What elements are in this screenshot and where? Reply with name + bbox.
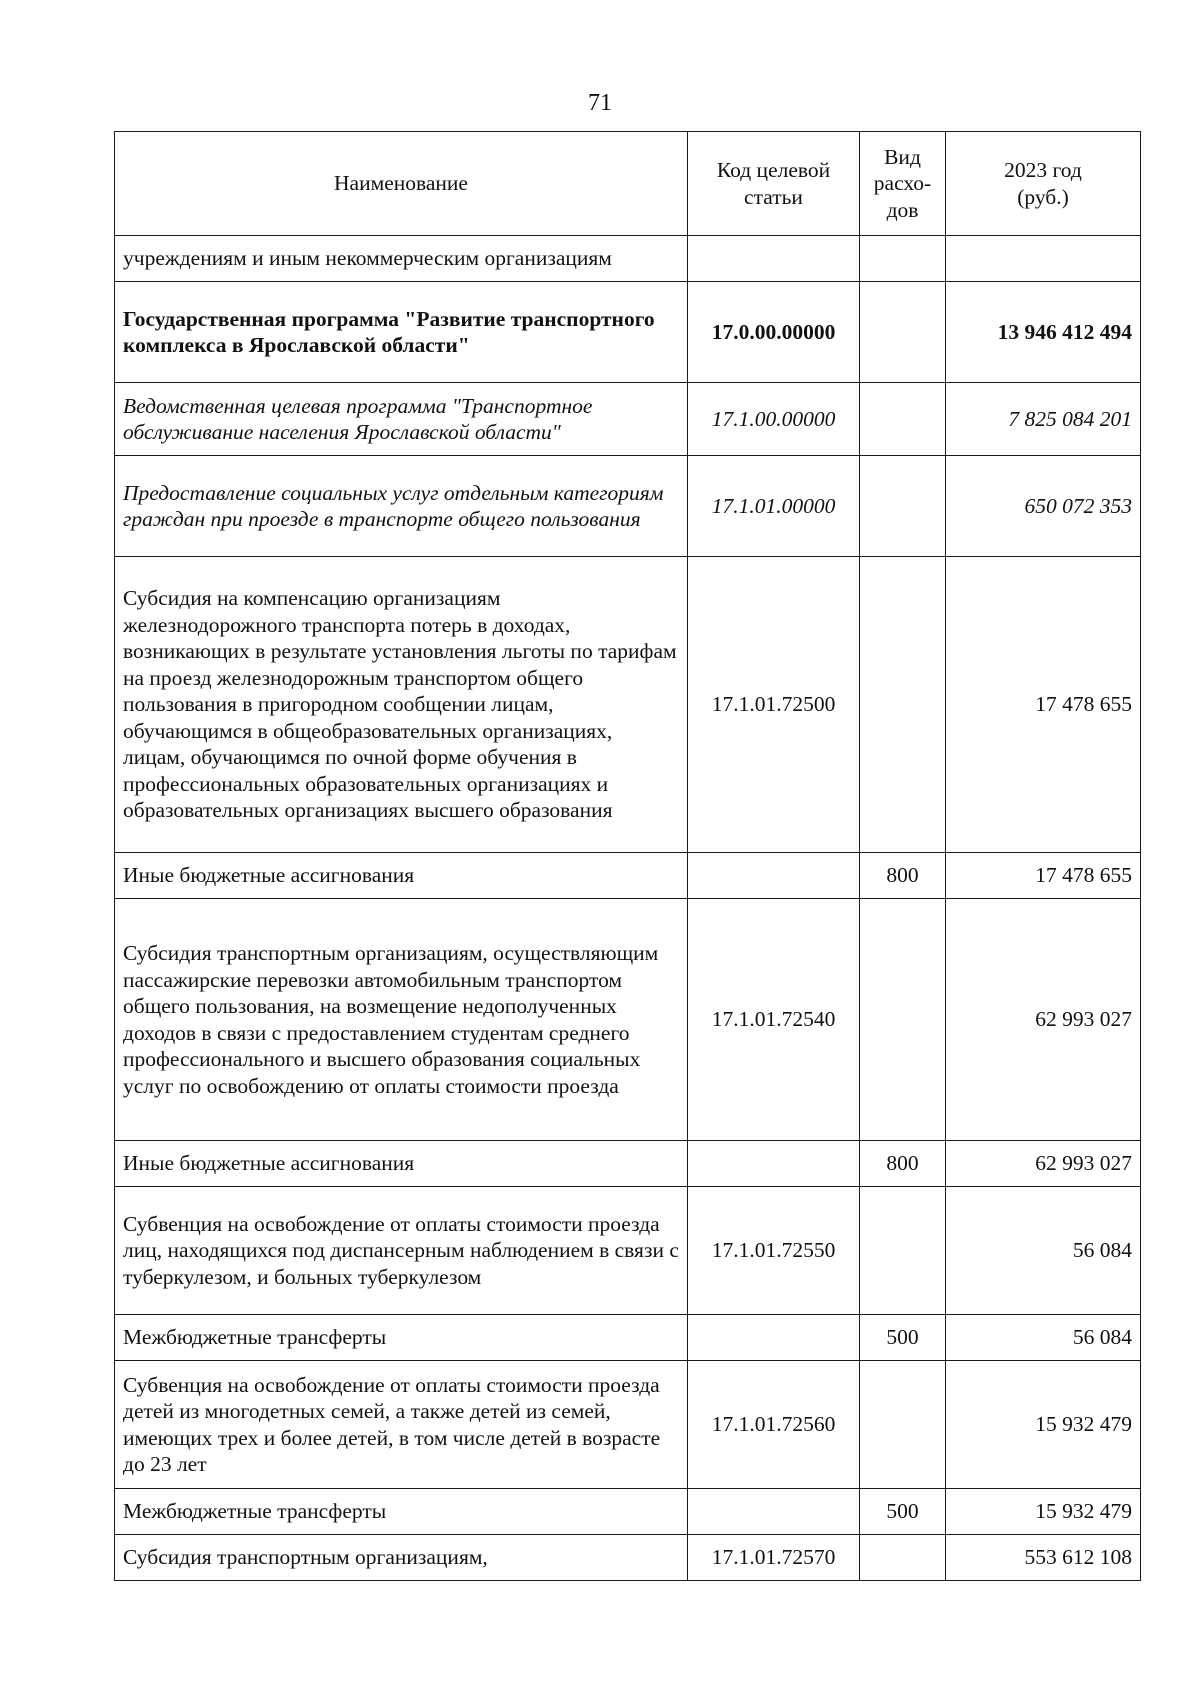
cell-type — [860, 1361, 946, 1489]
header-sum — [946, 132, 1141, 236]
cell-code: 17.1.01.72570 — [688, 1535, 860, 1581]
table-row — [115, 1361, 1141, 1489]
cell-type — [860, 899, 946, 1141]
cell-type: 500 — [860, 1489, 946, 1535]
cell-type — [860, 236, 946, 282]
cell-sum: 15 932 479 — [946, 1361, 1141, 1489]
cell-code — [688, 853, 860, 899]
cell-code: 17.1.01.72560 — [688, 1361, 860, 1489]
cell-name: Государственная программа "Развитие транспортного комплекса в Ярославской области" — [115, 282, 688, 383]
cell-type: 500 — [860, 1315, 946, 1361]
budget-table — [114, 131, 1141, 1581]
cell-sum: 13 946 412 494 — [946, 282, 1141, 383]
cell-name: Иные бюджетные ассигнования — [115, 853, 688, 899]
cell-type — [860, 456, 946, 557]
cell-name: Предоставление социальных услуг отдельным категориям граждан при проезде в транспорте общего пользования — [115, 456, 688, 557]
page-number: 71 — [588, 90, 612, 116]
cell-sum: 17 478 655 — [946, 557, 1141, 853]
cell-type — [860, 1535, 946, 1581]
table-body — [115, 236, 1141, 1581]
cell-code — [688, 1141, 860, 1187]
cell-sum: 17 478 655 — [946, 853, 1141, 899]
cell-code — [688, 1489, 860, 1535]
cell-type — [860, 282, 946, 383]
cell-type — [860, 557, 946, 853]
cell-sum: 650 072 353 — [946, 456, 1141, 557]
cell-name: Межбюджетные трансферты — [115, 1315, 688, 1361]
cell-type: 800 — [860, 853, 946, 899]
table-row — [115, 383, 1141, 456]
cell-sum: 56 084 — [946, 1315, 1141, 1361]
table-row — [115, 282, 1141, 383]
cell-sum: 553 612 108 — [946, 1535, 1141, 1581]
cell-sum: 7 825 084 201 — [946, 383, 1141, 456]
table-row — [115, 1187, 1141, 1315]
header-sum-unit: (руб.) — [1017, 184, 1069, 209]
cell-sum: 56 084 — [946, 1187, 1141, 1315]
cell-type — [860, 1187, 946, 1315]
table-row — [115, 557, 1141, 853]
cell-sum: 62 993 027 — [946, 1141, 1141, 1187]
cell-name: Иные бюджетные ассигнования — [115, 1141, 688, 1187]
cell-code — [688, 1315, 860, 1361]
cell-code: 17.1.00.00000 — [688, 383, 860, 456]
table-row — [115, 1315, 1141, 1361]
cell-name: Субвенция на освобождение от оплаты стоимости проезда лиц, находящихся под диспансерным наблюдением в связи с туберкулезом, и больных туберкулезом — [115, 1187, 688, 1315]
cell-name: Ведомственная целевая программа "Транспортное обслуживание населения Ярославской области" — [115, 383, 688, 456]
header-code: Код целевой статьи — [688, 132, 860, 236]
cell-code: 17.1.01.72540 — [688, 899, 860, 1141]
cell-name: Субсидия транспортным организациям, — [115, 1535, 688, 1581]
table-row — [115, 1535, 1141, 1581]
table-row — [115, 1141, 1141, 1187]
cell-type: 800 — [860, 1141, 946, 1187]
header-sum-year: 2023 год — [1004, 158, 1082, 182]
cell-code — [688, 236, 860, 282]
cell-type — [860, 383, 946, 456]
cell-code: 17.1.01.72500 — [688, 557, 860, 853]
table-row — [115, 1489, 1141, 1535]
cell-name: Субвенция на освобождение от оплаты стоимости проезда детей из многодетных семей, а также детей из семей, имеющих трех и более детей, в том числе детей в возрасте до 23 лет — [115, 1361, 688, 1489]
cell-name: Межбюджетные трансферты — [115, 1489, 688, 1535]
table-header — [115, 132, 1141, 236]
table-row — [115, 456, 1141, 557]
table-row — [115, 899, 1141, 1141]
cell-sum — [946, 236, 1141, 282]
cell-code: 17.1.01.72550 — [688, 1187, 860, 1315]
header-name: Наименование — [115, 132, 688, 236]
cell-name: Субсидия транспортным организациям, осуществляющим пассажирские перевозки автомобильным транспортом общего пользования, на возмещение недополученных доходов в связи с предоставлением студентам среднего профессионального и высшего образования социальных услуг по освобождению от оплаты стоимости проезда — [115, 899, 688, 1141]
cell-name: учреждениям и иным некоммерческим организациям — [115, 236, 688, 282]
cell-code: 17.0.00.00000 — [688, 282, 860, 383]
header-type: Вид расхо-дов — [860, 132, 946, 236]
table-row — [115, 236, 1141, 282]
cell-code: 17.1.01.00000 — [688, 456, 860, 557]
table-row — [115, 853, 1141, 899]
cell-sum: 62 993 027 — [946, 899, 1141, 1141]
cell-sum: 15 932 479 — [946, 1489, 1141, 1535]
cell-name: Субсидия на компенсацию организациям железнодорожного транспорта потерь в доходах, возникающих в результате установления льготы по тарифам на проезд железнодорожным транспортом общего пользования в пригородном сообщении лицам, обучающимся в общеобразовательных организациях, лицам, обучающимся по очной форме обучения в профессиональных образовательных организациях и образовательных организациях высшего образования — [115, 557, 688, 853]
